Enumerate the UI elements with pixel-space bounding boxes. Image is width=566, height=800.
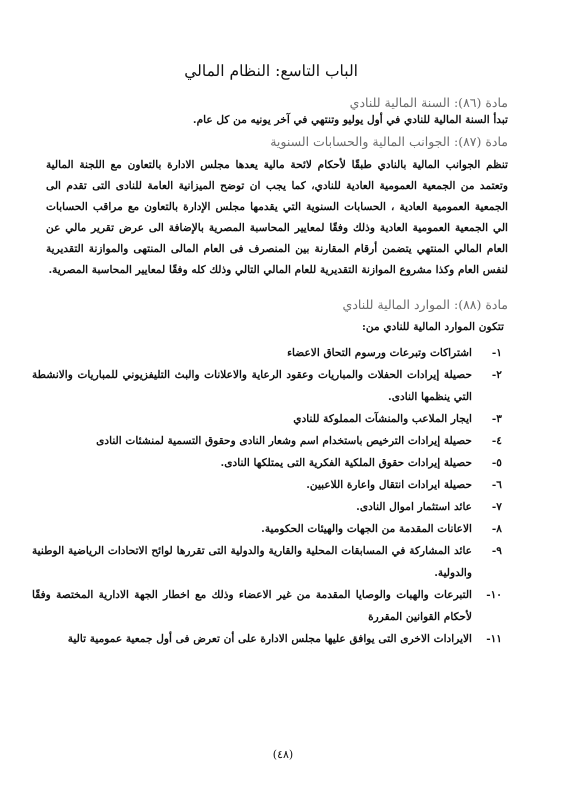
list-item bbox=[0, 430, 566, 452]
article-87-body: تنظم الجوانب المالية بالنادي طبقًا لأحكام لائحة مالية يعدها مجلس الادارة بالتعاون مع اللجنة المالية وتعتمد من الجمعية العمومية العادية للنادي، كما يجب ان توضح الميزانية العامة للنادى التى تقدم الى الجمعية العمومية العادية ، الحسابات السنوية التي يقدمها مجلس الإدارة بالتعاون مع مراقب الحسابات الي الجمعية العمومية العادية وذلك وفقًا لمعايير المحاسبة المصرية بالإضافة الى عرض تقرير مالي عن العام المالي المنتهي يتضمن أرقام المقارنة بين المنصرف فى العام المالى المنتهى والموازنة التقديرية لنفس العام وكذا مشروع الموازنة التقديرية للعام المالي التالي وذلك كله وفقًا لمعايير المحاسبة المصرية. bbox=[46, 159, 508, 276]
list-item-text: التبرعات والهبات والوصايا المقدمة من غير الاعضاء وذلك مع اخطار الجهة الادارية المختصة وفقًا لأحكام القوانين المقررة bbox=[32, 589, 472, 623]
list-item-number: ٣- bbox=[491, 413, 502, 425]
list-item-number: ٦- bbox=[491, 479, 502, 491]
list-item bbox=[0, 518, 566, 540]
list-item-number: ١١- bbox=[486, 633, 502, 645]
list-item-text: ايجار الملاعب والمنشآت المملوكة للنادي bbox=[293, 413, 472, 425]
list-item-number: ٥- bbox=[491, 457, 502, 469]
article-86-body: تبدأ السنة المالية للنادي في أول يوليو وتنتهي في آخر يونيه من كل عام. bbox=[192, 114, 508, 126]
list-item bbox=[0, 584, 566, 628]
page-number: (٤٨) bbox=[272, 748, 294, 761]
list-item-number: ٩- bbox=[491, 545, 502, 557]
list-item bbox=[0, 342, 566, 364]
article-86-heading: مادة (٨٦): السنة المالية للنادي bbox=[349, 95, 508, 110]
list-item-number: ٨- bbox=[491, 523, 502, 535]
article-87-heading: مادة (٨٧): الجوانب المالية والحسابات السنوية bbox=[270, 134, 508, 149]
list-item-text: حصيلة إيرادات الترخيص باستخدام اسم وشعار النادى وحقوق التسمية لمنشئات النادى bbox=[96, 435, 472, 447]
list-item bbox=[0, 628, 566, 650]
list-item bbox=[0, 364, 566, 408]
list-item-number: ١- bbox=[491, 347, 502, 359]
list-item-text: اشتراكات وتبرعات ورسوم التحاق الاعضاء bbox=[287, 347, 472, 359]
list-item-number: ٧- bbox=[491, 501, 502, 513]
list-item-text: حصيلة إيرادات حقوق الملكية الفكرية التى يمتلكها النادى. bbox=[220, 457, 472, 469]
list-item-text: حصيلة ايرادات انتقال واعارة اللاعبين. bbox=[306, 479, 472, 491]
list-item-text: الاعانات المقدمة من الجهات والهيئات الحكومية. bbox=[261, 523, 472, 535]
list-item bbox=[0, 408, 566, 430]
list-item bbox=[0, 540, 566, 584]
list-item bbox=[0, 496, 566, 518]
list-item-text: عائد استثمار اموال النادى. bbox=[356, 501, 472, 513]
resources-intro: تتكون الموارد المالية للنادي من: bbox=[362, 321, 504, 333]
list-item-text: الايرادات الاخرى التى يوافق عليها مجلس الادارة على أن تعرض فى أول جمعية عمومية تالية bbox=[67, 633, 472, 645]
list-item-text: حصيلة إيرادات الحفلات والمباريات وعقود الرعاية والاعلانات والبث التليفزيوني للمباريات والانشطة التي ينظمها النادى. bbox=[32, 369, 472, 403]
article-88-heading: مادة (٨٨): الموارد المالية للنادي bbox=[342, 297, 508, 312]
list-item-number: ٤- bbox=[491, 435, 502, 447]
list-item-text: عائد المشاركة في المسابقات المحلية والقارية والدولية التى تقررها لوائح الاتحادات الرياضية الوطنية والدولية. bbox=[32, 545, 472, 579]
list-item bbox=[0, 452, 566, 474]
list-item-number: ٢- bbox=[491, 369, 502, 381]
list-item-number: ١٠- bbox=[486, 589, 502, 601]
resources-list bbox=[0, 342, 566, 650]
chapter-title: الباب التاسع: النظام المالي bbox=[184, 62, 358, 80]
list-item bbox=[0, 474, 566, 496]
